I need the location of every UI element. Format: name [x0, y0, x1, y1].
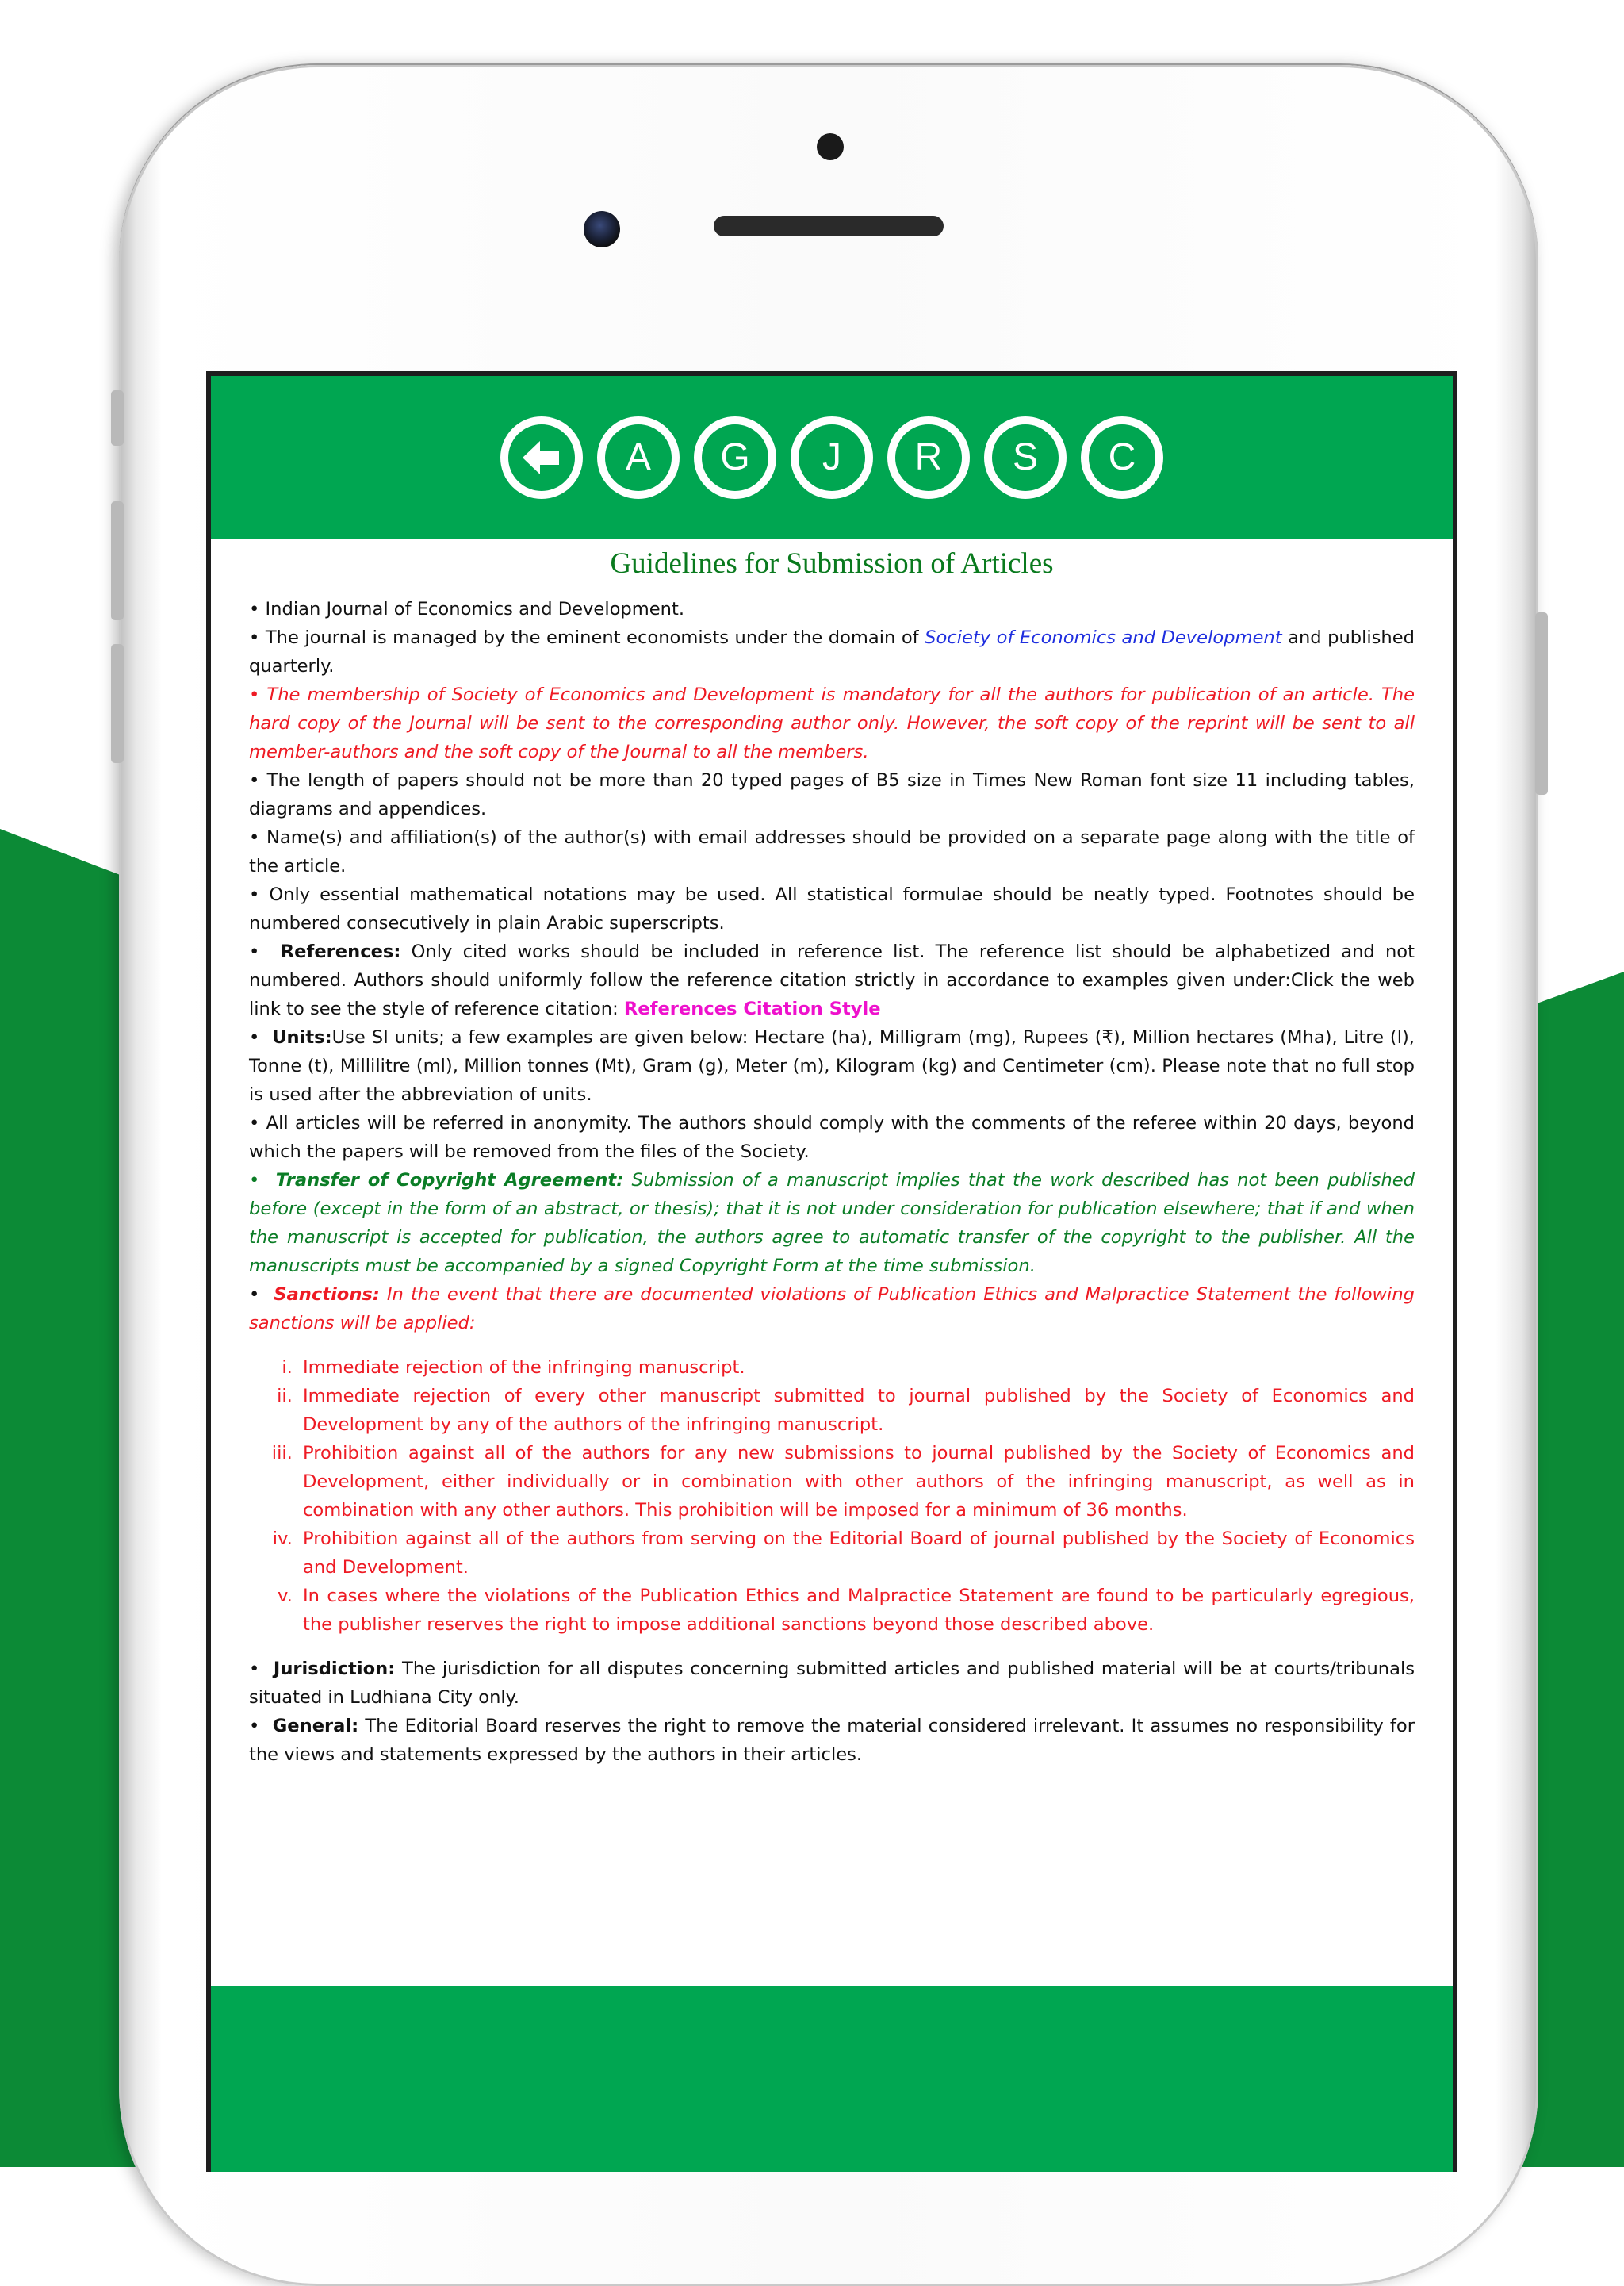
nav-button-a[interactable]: A: [597, 416, 680, 499]
phone-side-button: [111, 644, 124, 763]
references-text: Only cited works should be included in reference list. The reference list should be alphabetized and not numbered. Authors should uniformly follow the reference citation strictly in accordance to examples given under:Click the web link to see the style of reference citation:: [249, 942, 1415, 1019]
jurisdiction-item: • Jurisdiction: The jurisdiction for all disputes concerning submitted articles and published material will be at courts/tribunals situated in Ludhiana City only.: [249, 1659, 1415, 1708]
sanction-item: iii. Prohibition against all of the authors for any new submissions to journal published by the Society of Economics and Development, either individually or in combination with other authors of the infringing manuscript, as well as in combination with any other authors. This prohibition will be imposed for a minimum of 36 months.: [298, 1439, 1415, 1525]
phone-side-button: [1535, 612, 1548, 795]
copyright-item: • Transfer of Copyright Agreement: Submission of a manuscript implies that the work described has not been published before (except in the form of an abstract, or thesis); that it is not under consideration for publication elsewhere; that if and when the manuscript is accepted for publication, the authors agree to automatic transfer of the copyright to the publisher. All the manuscripts must be accompanied by a signed Copyright Form at the time submission.: [249, 1170, 1415, 1276]
back-button[interactable]: [500, 416, 583, 499]
guideline-item: • Only essential mathematical notations may be used. All statistical formulae should be neatly typed. Footnotes should be numbered consecutively in plain Arabic superscripts.: [249, 884, 1415, 934]
guideline-text: and published quarterly.: [249, 627, 1415, 677]
sanctions-item: • Sanctions: In the event that there are documented violations of Publication Ethics and Malpractice Statement the following sanctions will be applied:: [249, 1284, 1415, 1333]
units-label: Units:: [272, 1027, 332, 1048]
guideline-item: • The length of papers should not be more than 20 typed pages of B5 size in Times New Roman font size 11 including tables, diagrams and appendices.: [249, 770, 1415, 819]
references-citation-link[interactable]: References Citation Style: [623, 999, 881, 1019]
sensor-dot: [817, 133, 844, 160]
jurisdiction-text: The jurisdiction for all disputes concerning submitted articles and published material will be at courts/tribunals situated in Ludhiana City only.: [249, 1659, 1415, 1708]
guideline-item: [249, 623, 1415, 681]
references-item: • References: Only cited works should be included in reference list. The reference list should be alphabetized and not numbered. Authors should uniformly follow the reference citation strictly in accordance to examples given under:Click the web link to see the style of reference citation: References Citation Style: [249, 942, 1415, 1019]
references-label: References:: [280, 942, 401, 962]
general-label: General:: [272, 1716, 359, 1736]
nav-button-j[interactable]: J: [791, 416, 873, 499]
phone-side-button: [111, 390, 124, 446]
front-camera: [584, 211, 620, 247]
nav-button-c[interactable]: C: [1081, 416, 1163, 499]
nav-button-s[interactable]: S: [984, 416, 1067, 499]
guideline-text: • The journal is managed by the eminent economists under the domain of: [249, 627, 925, 648]
sanctions-list: [249, 1353, 1415, 1639]
bottom-bar: [211, 1986, 1453, 2172]
earpiece-speaker: [714, 216, 944, 236]
general-item: • General: The Editorial Board reserves the right to remove the material considered irrelevant. It assumes no responsibility for the views and statements expressed by the authors in their articles.: [249, 1716, 1415, 1765]
phone-screen: [206, 371, 1457, 2172]
sanction-item: iv. Prohibition against all of the authors from serving on the Editorial Board of journal published by the Society of Economics and Development.: [298, 1525, 1415, 1582]
membership-notice: • The membership of Society of Economics and Development is mandatory for all the authors for publication of an article. The hard copy of the Journal will be sent to the corresponding author only. However, the soft copy of the reprint will be sent to all member-authors and the soft copy of the Journal to all the members.: [249, 685, 1415, 762]
jurisdiction-label: Jurisdiction:: [273, 1659, 396, 1679]
guideline-item: • Name(s) and affiliation(s) of the author(s) with email addresses should be provided on a separate page along with the title of the article.: [249, 827, 1415, 876]
sanctions-label: Sanctions:: [274, 1284, 380, 1305]
phone-side-button: [111, 501, 124, 620]
sanction-item: ii. Immediate rejection of every other manuscript submitted to journal published by the Society of Economics and Development by any of the authors of the infringing manuscript.: [298, 1382, 1415, 1439]
nav-button-g[interactable]: G: [694, 416, 776, 499]
left-arrow-icon: [523, 441, 561, 474]
sanction-item: v. In cases where the violations of the Publication Ethics and Malpractice Statement are found to be particularly egregious, the publisher reserves the right to impose additional sanctions beyond those described above.: [298, 1582, 1415, 1639]
sanctions-text: In the event that there are documented violations of Publication Ethics and Malpractice Statement the following sanctions will be applied:: [249, 1284, 1415, 1333]
copyright-label: Transfer of Copyright Agreement:: [275, 1170, 624, 1191]
page-title: Guidelines for Submission of Articles: [610, 547, 1054, 580]
units-item: • Units:Use SI units; a few examples are given below: Hectare (ha), Milligram (mg), Rupees (₹), Million hectares (Mha), Litre (l), Tonne (t), Millilitre (ml), Million tonnes (Mt), Gram (g), Meter (m), Kilogram (kg) and Centimeter (cm). Please note that no full stop is used after the abbreviation of units.: [249, 1027, 1415, 1105]
copyright-text: Submission of a manuscript implies that the work described has not been published before (except in the form of an abstract, or thesis); that it is not under consideration for publication elsewhere; that if and when the manuscript is accepted for publication, the authors agree to automatic transfer of the copyright to the publisher. All the manuscripts must be accompanied by a signed Copyright Form at the time submission.: [249, 1170, 1415, 1276]
guidelines-content: [249, 544, 1415, 1769]
top-nav-bar: [211, 376, 1453, 539]
general-text: The Editorial Board reserves the right to remove the material considered irrelevant. It assumes no responsibility for the views and statements expressed by the authors in their articles.: [249, 1716, 1415, 1765]
guideline-item: • All articles will be referred in anonymity. The authors should comply with the comments of the referee within 20 days, beyond which the papers will be removed from the files of the Society.: [249, 1113, 1415, 1162]
nav-button-r[interactable]: R: [887, 416, 970, 499]
sanction-item: i. Immediate rejection of the infringing manuscript.: [298, 1353, 1415, 1382]
guideline-item: • Indian Journal of Economics and Development.: [249, 599, 685, 619]
units-text: Use SI units; a few examples are given below: Hectare (ha), Milligram (mg), Rupees (₹), Million hectares (Mha), Litre (l), Tonne (t), Millilitre (ml), Million tonnes (Mt), Gram (g), Meter (m), Kilogram (kg) and Centimeter (cm). Please note that no full stop is used after the abbreviation of units.: [249, 1027, 1415, 1105]
society-link[interactable]: Society of Economics and Development: [925, 627, 1282, 648]
